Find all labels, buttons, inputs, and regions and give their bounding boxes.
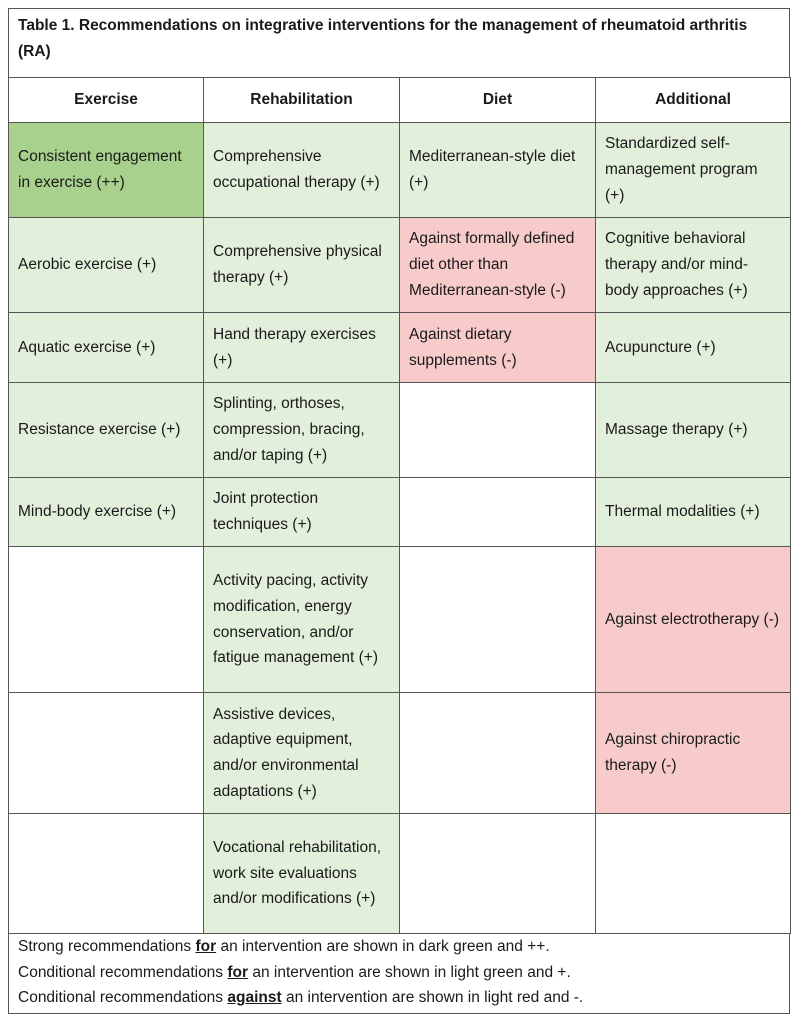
table-cell: Mediterranean-style diet (+)	[400, 123, 596, 218]
table-cell: Standardized self-management program (+)	[596, 123, 791, 218]
table-cell: Thermal modalities (+)	[596, 478, 791, 547]
table-cell: Resistance exercise (+)	[9, 383, 204, 478]
table-cell	[400, 383, 596, 478]
table-cell: Hand therapy exercises (+)	[204, 313, 400, 383]
legend-text: Conditional recommendations	[18, 989, 228, 1007]
header-rehabilitation: Rehabilitation	[204, 78, 400, 123]
table-cell: Against formally defined diet other than Mediterranean-style (-)	[400, 218, 596, 313]
legend-line-strong-for	[18, 934, 780, 960]
table-cell: Consistent engagement in exercise (++)	[9, 123, 204, 218]
legend-text: Strong recommendations	[18, 938, 196, 955]
table-cell: Acupuncture (+)	[596, 313, 791, 383]
table-cell	[9, 693, 204, 814]
header-row	[9, 78, 791, 123]
table-cell: Assistive devices, adaptive equipment, and/or environmental adaptations (+)	[204, 693, 400, 814]
table-cell: Massage therapy (+)	[596, 383, 791, 478]
legend-text: an intervention are shown in dark green and ++.	[216, 938, 550, 955]
table-cell: Joint protection techniques (+)	[204, 478, 400, 547]
legend-keyword: for	[195, 938, 217, 955]
table-cell: Against chiropractic therapy (-)	[596, 693, 791, 814]
recommendations-table	[8, 77, 791, 934]
table-cell	[400, 478, 596, 547]
table-cell	[9, 814, 204, 934]
table-row	[9, 547, 791, 693]
table-cell	[400, 693, 596, 814]
table-cell: Activity pacing, activity modification, energy conservation, and/or fatigue management (+)	[204, 547, 400, 693]
table-row	[9, 123, 791, 218]
header-additional: Additional	[596, 78, 791, 123]
table-row	[9, 383, 791, 478]
legend-text: an intervention are shown in light red and -.	[281, 989, 584, 1007]
table-cell: Comprehensive occupational therapy (+)	[204, 123, 400, 218]
legend-line-conditional-against	[18, 985, 780, 1011]
table-row	[9, 218, 791, 313]
legend-text: an intervention are shown in light green and +.	[248, 963, 571, 981]
legend-line-conditional-for	[18, 960, 780, 986]
table-cell: Cognitive behavioral therapy and/or mind-body approaches (+)	[596, 218, 791, 313]
legend-keyword: against	[227, 989, 282, 1007]
table-legend	[8, 933, 790, 1014]
table-cell	[9, 547, 204, 693]
table-cell	[596, 814, 791, 934]
table-row	[9, 313, 791, 383]
table-cell: Comprehensive physical therapy (+)	[204, 218, 400, 313]
table-cell: Mind-body exercise (+)	[9, 478, 204, 547]
table-cell: Aerobic exercise (+)	[9, 218, 204, 313]
legend-keyword: for	[227, 963, 249, 981]
table-cell: Aquatic exercise (+)	[9, 313, 204, 383]
header-diet: Diet	[400, 78, 596, 123]
table-cell: Splinting, orthoses, compression, bracing, and/or taping (+)	[204, 383, 400, 478]
table-cell: Against electrotherapy (-)	[596, 547, 791, 693]
table-row	[9, 814, 791, 934]
table-row	[9, 478, 791, 547]
legend-text: Conditional recommendations	[18, 963, 228, 981]
table-title: Table 1. Recommendations on integrative interventions for the management of rheumatoid arthritis (RA)	[8, 8, 790, 78]
header-exercise: Exercise	[9, 78, 204, 123]
table-cell	[400, 547, 596, 693]
table-cell: Vocational rehabilitation, work site evaluations and/or modifications (+)	[204, 814, 400, 934]
table-cell: Against dietary supplements (-)	[400, 313, 596, 383]
table-cell	[400, 814, 596, 934]
table-row	[9, 693, 791, 814]
